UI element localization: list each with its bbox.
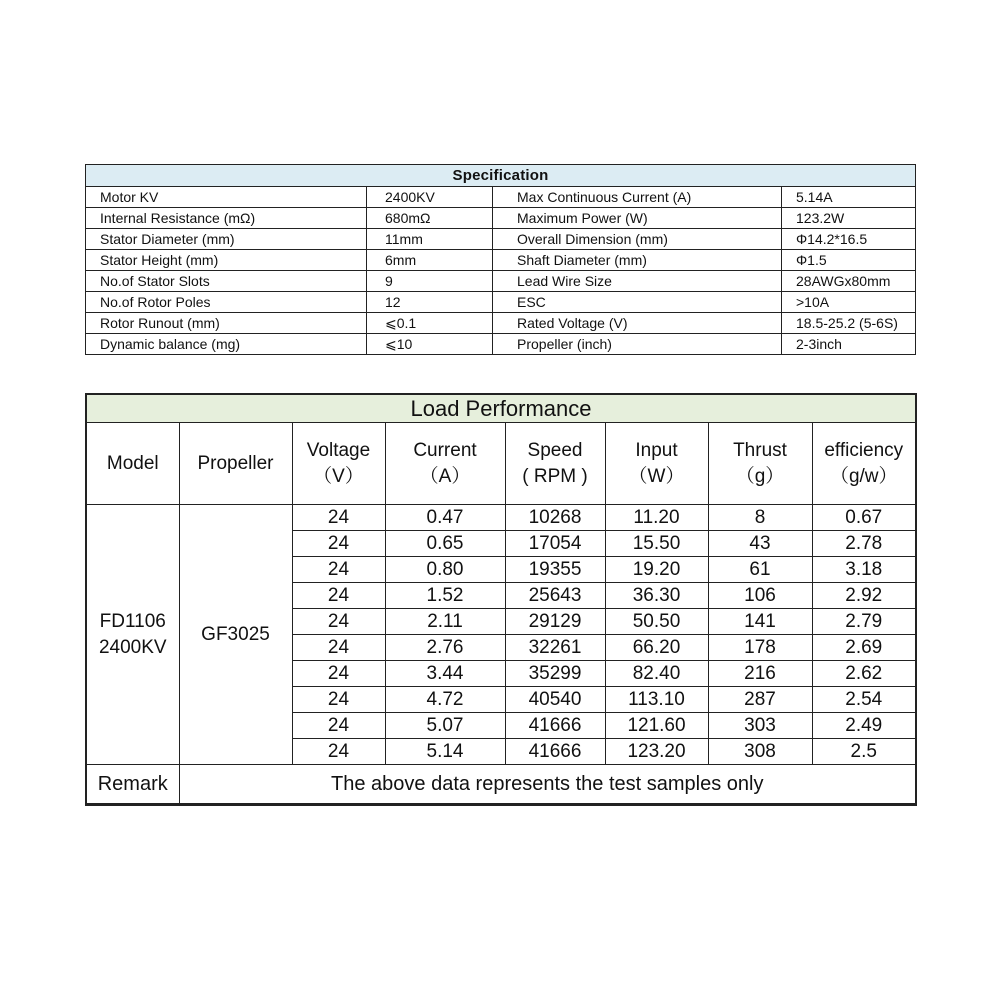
- input-cell: 36.30: [605, 583, 708, 609]
- current-cell: 2.76: [385, 635, 505, 661]
- spec-label: Shaft Diameter (mm): [493, 250, 782, 271]
- current-cell: 2.11: [385, 609, 505, 635]
- thrust-cell: 141: [708, 609, 812, 635]
- current-cell: 3.44: [385, 661, 505, 687]
- table-row: [86, 505, 916, 531]
- current-cell: 0.80: [385, 557, 505, 583]
- thrust-cell: 61: [708, 557, 812, 583]
- speed-cell: 41666: [505, 713, 605, 739]
- thrust-cell: 308: [708, 739, 812, 765]
- thrust-cell: 43: [708, 531, 812, 557]
- spec-row: [86, 334, 916, 355]
- efficiency-cell: 2.92: [812, 583, 916, 609]
- spec-value: ⩽10: [367, 334, 493, 355]
- column-header-voltage: Voltage （V）: [292, 423, 385, 505]
- spec-label: Lead Wire Size: [493, 271, 782, 292]
- input-cell: 19.20: [605, 557, 708, 583]
- load-performance-title: Load Performance: [86, 394, 916, 423]
- spec-value: 2-3inch: [782, 334, 916, 355]
- speed-cell: 29129: [505, 609, 605, 635]
- remark-text: The above data represents the test samples only: [179, 765, 916, 805]
- thrust-cell: 287: [708, 687, 812, 713]
- efficiency-cell: 2.79: [812, 609, 916, 635]
- voltage-cell: 24: [292, 583, 385, 609]
- column-header-speed: Speed ( RPM ): [505, 423, 605, 505]
- spec-value: 18.5-25.2 (5-6S): [782, 313, 916, 334]
- spec-row: [86, 271, 916, 292]
- spec-value: 680mΩ: [367, 208, 493, 229]
- specification-title: Specification: [86, 165, 916, 187]
- efficiency-cell: 2.69: [812, 635, 916, 661]
- thrust-cell: 178: [708, 635, 812, 661]
- remark-label: Remark: [86, 765, 179, 805]
- speed-cell: 41666: [505, 739, 605, 765]
- input-cell: 11.20: [605, 505, 708, 531]
- efficiency-cell: 2.5: [812, 739, 916, 765]
- voltage-cell: 24: [292, 609, 385, 635]
- spec-label: ESC: [493, 292, 782, 313]
- spec-value: 6mm: [367, 250, 493, 271]
- input-cell: 15.50: [605, 531, 708, 557]
- header-row: [86, 423, 916, 505]
- voltage-cell: 24: [292, 661, 385, 687]
- spec-value: 12: [367, 292, 493, 313]
- propeller-cell: GF3025: [179, 505, 292, 765]
- voltage-cell: 24: [292, 505, 385, 531]
- spec-value: Φ14.2*16.5: [782, 229, 916, 250]
- thrust-cell: 216: [708, 661, 812, 687]
- voltage-cell: 24: [292, 739, 385, 765]
- input-cell: 123.20: [605, 739, 708, 765]
- spec-value: ⩽0.1: [367, 313, 493, 334]
- efficiency-cell: 2.49: [812, 713, 916, 739]
- spec-label: Stator Diameter (mm): [86, 229, 367, 250]
- spec-row: [86, 187, 916, 208]
- remark-row: [86, 765, 916, 805]
- voltage-cell: 24: [292, 635, 385, 661]
- spec-label: Overall Dimension (mm): [493, 229, 782, 250]
- current-cell: 4.72: [385, 687, 505, 713]
- input-cell: 82.40: [605, 661, 708, 687]
- spec-label: Propeller (inch): [493, 334, 782, 355]
- spec-label: Rated Voltage (V): [493, 313, 782, 334]
- efficiency-cell: 2.62: [812, 661, 916, 687]
- spec-row: [86, 250, 916, 271]
- current-cell: 5.14: [385, 739, 505, 765]
- speed-cell: 32261: [505, 635, 605, 661]
- spec-row: [86, 229, 916, 250]
- current-cell: 0.65: [385, 531, 505, 557]
- column-header-current: Current （A）: [385, 423, 505, 505]
- spec-row: [86, 313, 916, 334]
- efficiency-cell: 0.67: [812, 505, 916, 531]
- spec-value: 2400KV: [367, 187, 493, 208]
- input-cell: 50.50: [605, 609, 708, 635]
- column-header-model: Model: [86, 423, 179, 505]
- spec-row: [86, 208, 916, 229]
- spec-label: Rotor Runout (mm): [86, 313, 367, 334]
- efficiency-cell: 3.18: [812, 557, 916, 583]
- current-cell: 5.07: [385, 713, 505, 739]
- spec-value: 123.2W: [782, 208, 916, 229]
- thrust-cell: 8: [708, 505, 812, 531]
- spec-value: Φ1.5: [782, 250, 916, 271]
- spec-label: Dynamic balance (mg): [86, 334, 367, 355]
- specification-table: [85, 164, 916, 355]
- speed-cell: 17054: [505, 531, 605, 557]
- spec-value: 5.14A: [782, 187, 916, 208]
- thrust-cell: 106: [708, 583, 812, 609]
- load-performance-table: [85, 393, 917, 806]
- input-cell: 66.20: [605, 635, 708, 661]
- speed-cell: 35299: [505, 661, 605, 687]
- spec-label: Stator Height (mm): [86, 250, 367, 271]
- model-cell: FD1106 2400KV: [86, 505, 179, 765]
- current-cell: 1.52: [385, 583, 505, 609]
- column-header-efficiency: efficiency （g/w）: [812, 423, 916, 505]
- column-header-input: Input （W）: [605, 423, 708, 505]
- column-header-thrust: Thrust （g）: [708, 423, 812, 505]
- thrust-cell: 303: [708, 713, 812, 739]
- spec-label: Max Continuous Current (A): [493, 187, 782, 208]
- spec-label: No.of Rotor Poles: [86, 292, 367, 313]
- efficiency-cell: 2.54: [812, 687, 916, 713]
- spec-label: Internal Resistance (mΩ): [86, 208, 367, 229]
- speed-cell: 40540: [505, 687, 605, 713]
- column-header-propeller: Propeller: [179, 423, 292, 505]
- voltage-cell: 24: [292, 557, 385, 583]
- speed-cell: 10268: [505, 505, 605, 531]
- spec-label: Motor KV: [86, 187, 367, 208]
- speed-cell: 25643: [505, 583, 605, 609]
- input-cell: 121.60: [605, 713, 708, 739]
- spec-label: No.of Stator Slots: [86, 271, 367, 292]
- spec-value: 9: [367, 271, 493, 292]
- input-cell: 113.10: [605, 687, 708, 713]
- spec-value: 11mm: [367, 229, 493, 250]
- spec-row: [86, 292, 916, 313]
- current-cell: 0.47: [385, 505, 505, 531]
- voltage-cell: 24: [292, 713, 385, 739]
- spec-label: Maximum Power (W): [493, 208, 782, 229]
- voltage-cell: 24: [292, 687, 385, 713]
- efficiency-cell: 2.78: [812, 531, 916, 557]
- voltage-cell: 24: [292, 531, 385, 557]
- speed-cell: 19355: [505, 557, 605, 583]
- spec-value: 28AWGx80mm: [782, 271, 916, 292]
- spec-value: >10A: [782, 292, 916, 313]
